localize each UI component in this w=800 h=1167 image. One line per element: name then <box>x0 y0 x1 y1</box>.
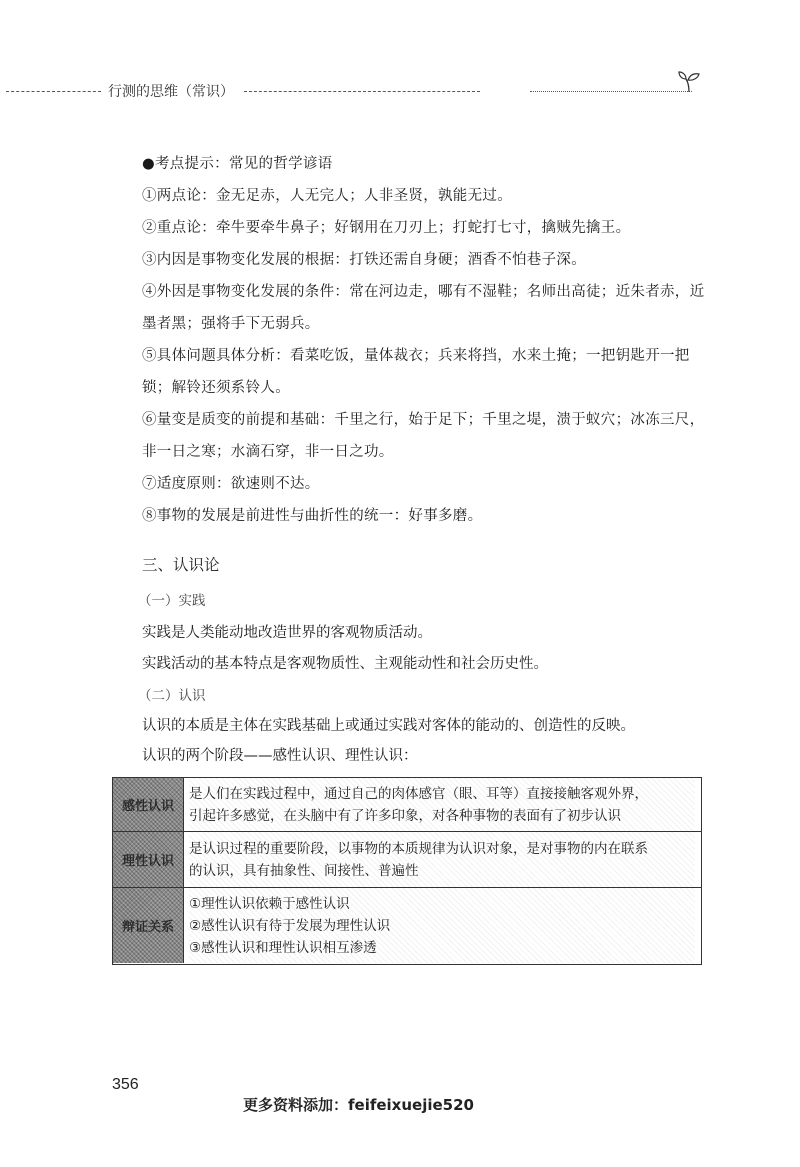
tip-item: ④外因是事物变化发展的条件：常在河边走，哪有不湿鞋；名师出高徒；近朱者赤，近墨者黑；强将手下无弱兵。 <box>142 284 705 332</box>
row-label: 感性认识 <box>113 778 184 831</box>
tip-item: ①两点论：金无足赤，人无完人；人非圣贤，孰能无过。 <box>142 188 512 204</box>
practice-features: 实践活动的基本特点是客观物质性、主观能动性和社会历史性。 <box>142 656 548 672</box>
tip-item: ⑧事物的发展是前进性与曲折性的统一：好事多磨。 <box>142 508 483 524</box>
subsection-practice: （一）实践 <box>138 593 206 609</box>
tips-block <box>112 148 708 532</box>
header-rule-middle <box>244 91 480 92</box>
header-rule-right <box>530 91 692 92</box>
row-content-line: ②感性认识有待于发展为理性认识 <box>189 917 391 934</box>
header-rule-left <box>6 91 101 92</box>
row-content-line: ③感性认识和理性认识相互渗透 <box>189 939 377 956</box>
row-content <box>189 888 695 963</box>
row-label: 理性认识 <box>113 832 184 887</box>
subsection-cognition: （二）认识 <box>138 688 206 704</box>
row-content <box>189 778 695 831</box>
table-row <box>113 888 701 963</box>
tips-heading: ●考点提示：常见的哲学谚语 <box>142 156 333 172</box>
row-content-line: 引起许多感觉，在头脑中有了许多印象，对各种事物的表面有了初步认识 <box>189 807 621 824</box>
page-number: 356 <box>112 1076 139 1093</box>
header-title: 行测的思维（常识） <box>108 84 234 100</box>
practice-definition: 实践是人类能动地改造世界的客观物质活动。 <box>142 625 432 641</box>
row-content-line: 是认识过程的重要阶段，以事物的本质规律为认识对象，是对事物的内在联系 <box>189 840 648 857</box>
table-row <box>113 778 701 832</box>
row-content <box>189 832 695 887</box>
tip-item: ⑥量变是质变的前提和基础：千里之行，始于足下；千里之堤，溃于蚁穴；冰冻三尺，非一日之寒；水滴石穿，非一日之功。 <box>142 412 705 460</box>
tip-item: ③内因是事物变化发展的根据：打铁还需自身硬；酒香不怕巷子深。 <box>142 252 586 268</box>
tip-item: ②重点论：牵牛要牵牛鼻子；好钢用在刀刃上；打蛇打七寸，擒贼先擒王。 <box>142 220 631 236</box>
tip-item: ⑦适度原则：欲速则不达。 <box>142 476 320 492</box>
footer-note: 更多资料添加：feifeixuejie520 <box>243 1096 474 1114</box>
cognition-table <box>112 777 702 965</box>
row-content-line: 的认识，具有抽象性、间接性、普遍性 <box>189 862 419 879</box>
cognition-essence: 认识的本质是主体在实践基础上或通过实践对客体的能动的、创造性的反映。 <box>142 718 635 734</box>
row-label: 辩证关系 <box>113 888 184 963</box>
table-row <box>113 832 701 888</box>
section-title: 三、认识论 <box>142 556 220 574</box>
cognition-stages: 认识的两个阶段——感性认识、理性认识： <box>142 748 418 764</box>
row-content-line: ①理性认识依赖于感性认识 <box>189 895 350 912</box>
row-content-line: 是人们在实践过程中，通过自己的肉体感官（眼、耳等）直接接触客观外界， <box>189 785 648 802</box>
sprout-icon <box>676 68 702 94</box>
tip-item: ⑤具体问题具体分析：看菜吃饭，量体裁衣；兵来将挡，水来土掩；一把钥匙开一把锁；解铃还须系铃人。 <box>142 348 690 396</box>
